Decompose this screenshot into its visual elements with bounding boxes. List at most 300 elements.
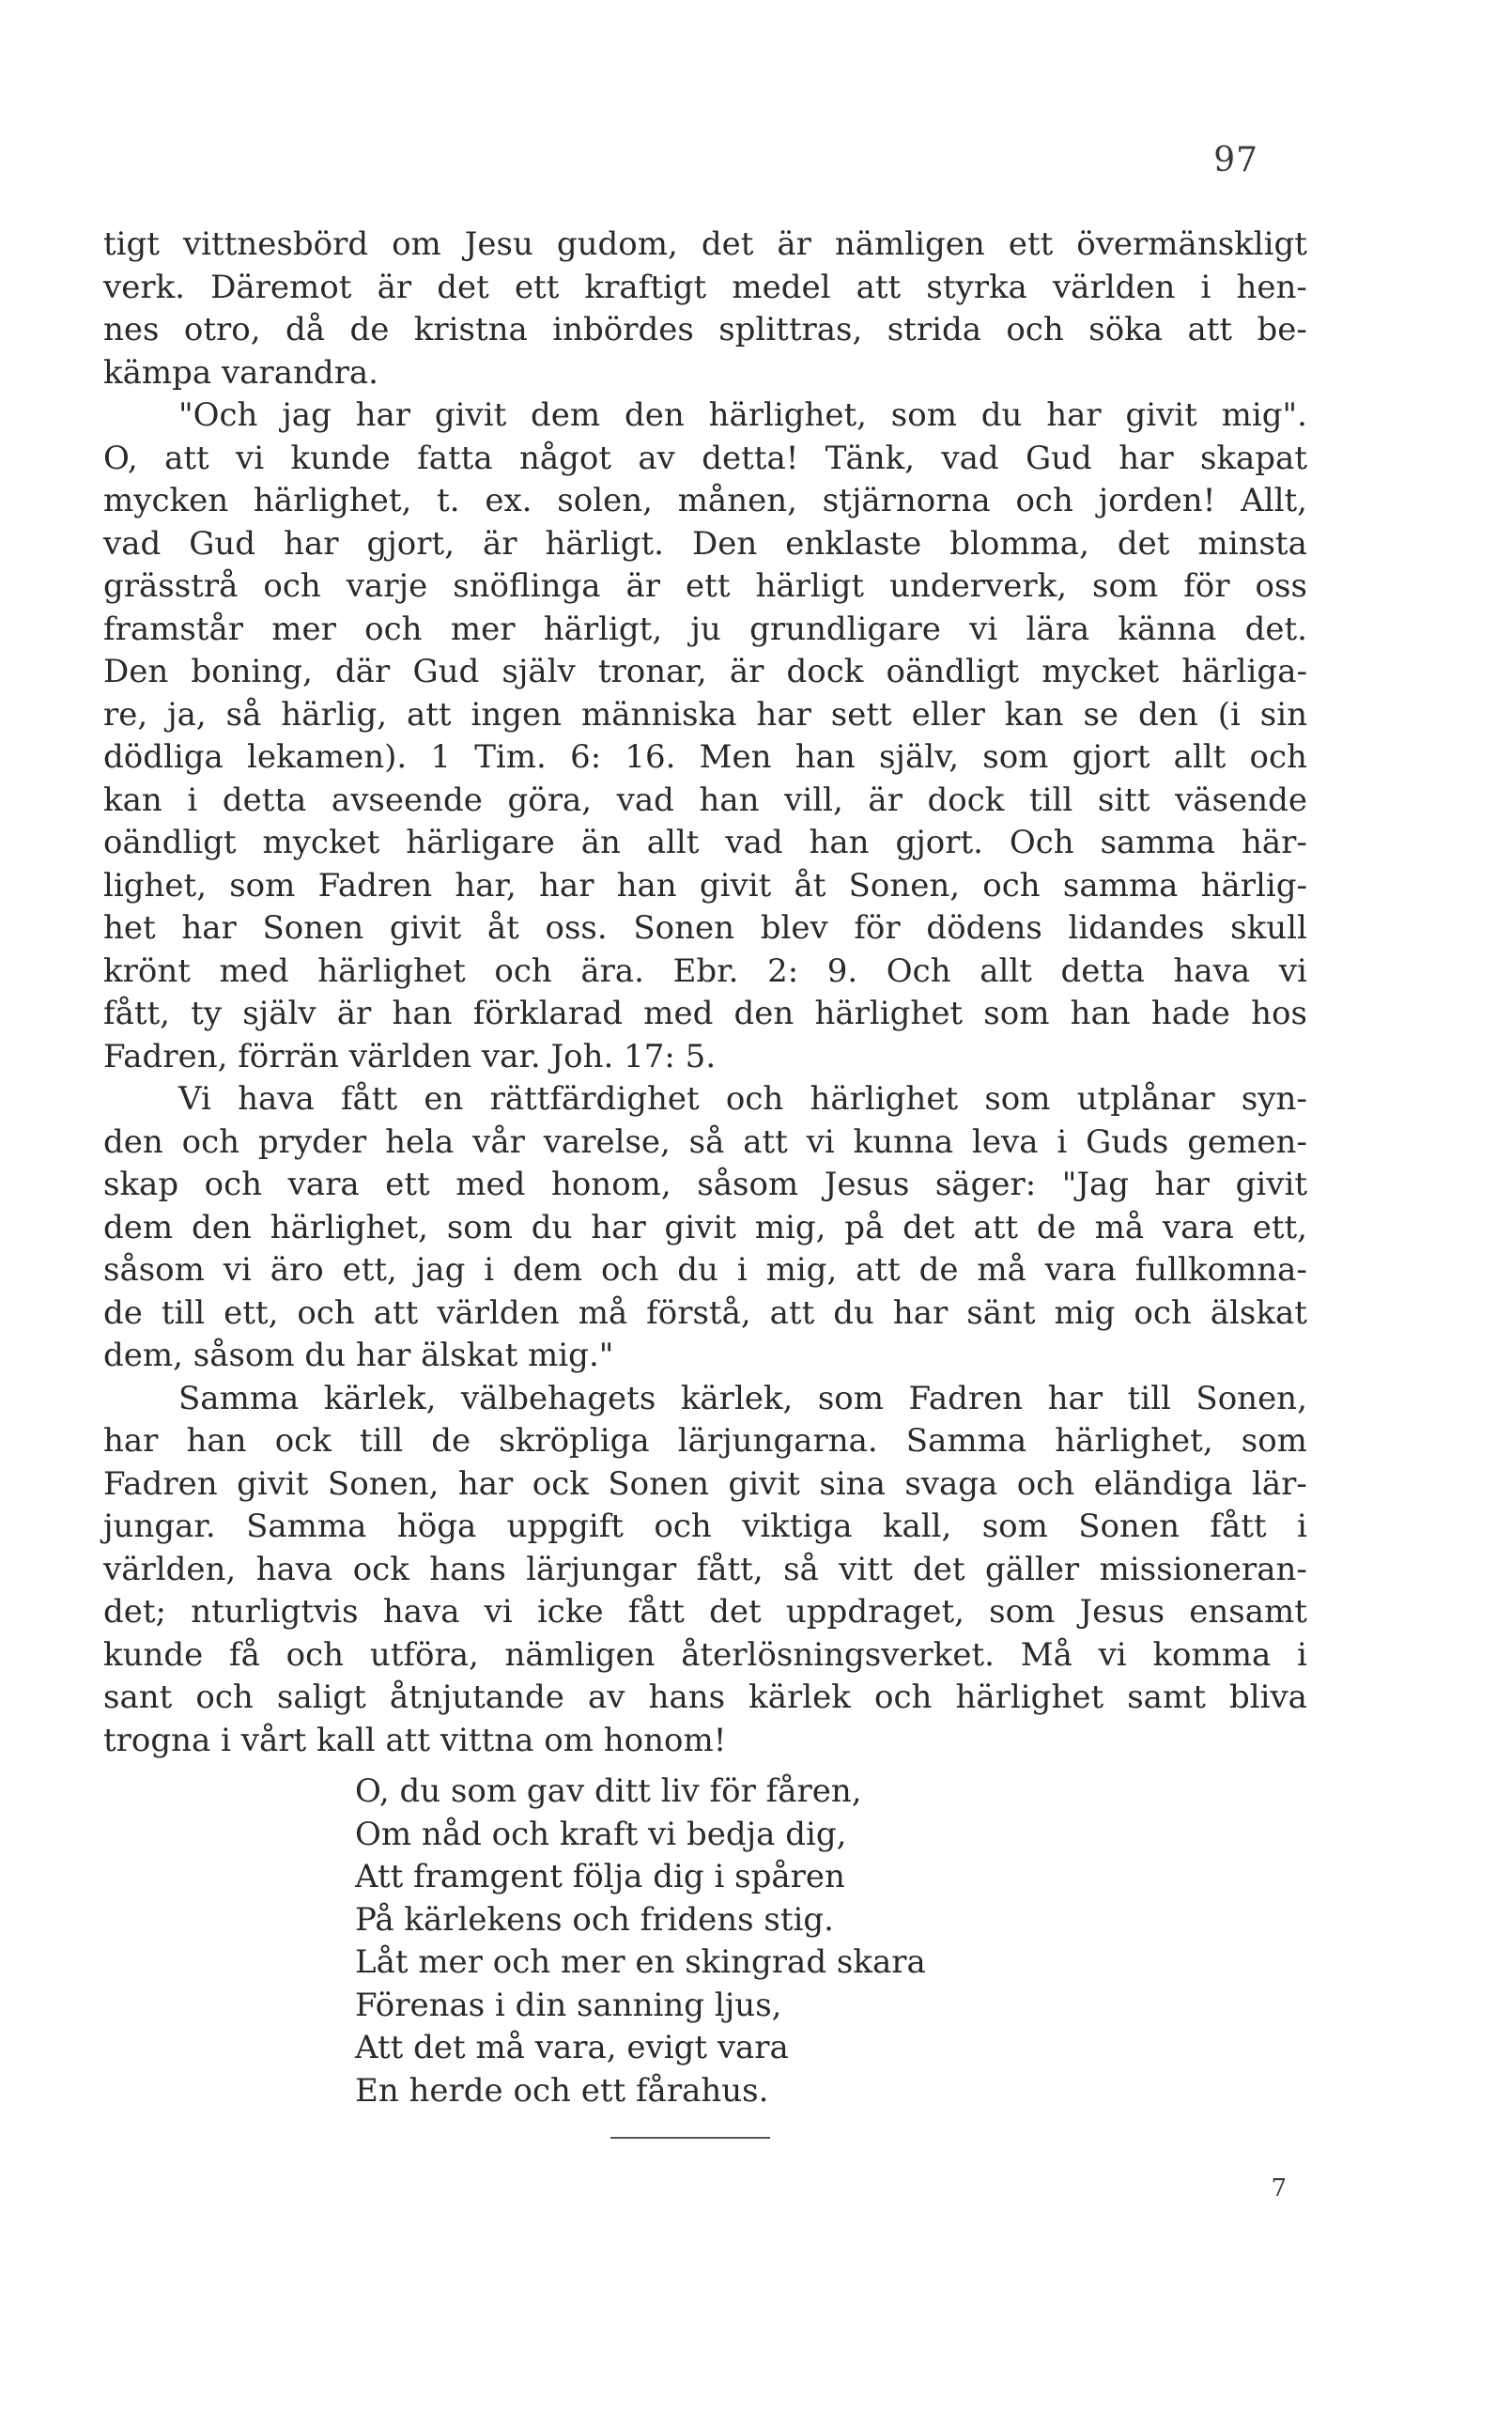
- word: må: [578, 1293, 628, 1332]
- word: till: [161, 1293, 206, 1332]
- word: samt: [1127, 1678, 1206, 1716]
- word: hen-: [1236, 268, 1307, 306]
- word: de: [103, 1293, 143, 1332]
- word: avseende: [331, 781, 483, 819]
- word: mig,: [765, 1251, 838, 1289]
- word: de: [349, 311, 390, 348]
- word: samma: [1062, 866, 1179, 905]
- word: i: [1296, 1508, 1307, 1545]
- word: har: [591, 1208, 646, 1246]
- text-line: [103, 993, 1307, 1036]
- text-line: [103, 1207, 1307, 1250]
- word: och: [1006, 311, 1064, 348]
- word: vi: [969, 610, 998, 648]
- word: då: [285, 311, 326, 348]
- word: och: [1015, 482, 1073, 519]
- word: i: [484, 1251, 495, 1289]
- word: vi: [806, 1122, 835, 1161]
- word: Fadren: [317, 866, 433, 905]
- word: se: [1083, 695, 1119, 734]
- word: härlighet,: [1055, 1422, 1213, 1460]
- word: ett: [686, 567, 731, 605]
- word: ty: [191, 995, 223, 1032]
- word: de: [431, 1422, 471, 1460]
- word: fått,: [696, 1550, 764, 1588]
- word: Sonen,: [327, 1464, 440, 1503]
- word: oss: [1255, 567, 1307, 605]
- word: Fadren: [908, 1379, 1024, 1417]
- word: månen,: [677, 482, 797, 519]
- word: äro: [270, 1251, 324, 1289]
- word: skapat: [1199, 439, 1307, 477]
- word: ett,: [1252, 1208, 1307, 1246]
- word: "Och: [178, 396, 258, 434]
- word: vad: [103, 524, 162, 563]
- word: du: [980, 396, 1023, 434]
- word: härligt.: [545, 524, 664, 563]
- word: härligare: [406, 824, 555, 861]
- text-line: [103, 1591, 1307, 1634]
- word: kunde: [103, 1635, 204, 1674]
- word: har: [756, 695, 811, 734]
- word: Sonen,: [1196, 1379, 1307, 1417]
- word: vill,: [784, 781, 843, 819]
- word: göra,: [507, 781, 593, 819]
- word: fullkomna-: [1134, 1251, 1307, 1289]
- word: härligt: [755, 567, 865, 605]
- word: Samma: [905, 1422, 1027, 1460]
- word: en: [424, 1080, 464, 1118]
- word: Och: [886, 951, 951, 990]
- word: 16.: [625, 738, 676, 776]
- word: honom,: [550, 1166, 671, 1203]
- word: vi: [484, 1593, 513, 1631]
- word: Jesus: [824, 1166, 910, 1203]
- word: skap: [103, 1166, 179, 1203]
- word: har: [355, 396, 411, 434]
- word: oss.: [545, 909, 608, 947]
- word: allt: [1173, 738, 1227, 776]
- word: Tänk,: [825, 439, 916, 477]
- word: har: [1047, 1379, 1103, 1417]
- word: med: [455, 1166, 526, 1203]
- word: vår: [472, 1122, 525, 1161]
- word: att: [164, 439, 209, 477]
- word: det.: [1244, 610, 1307, 648]
- word: är: [625, 567, 661, 605]
- word: missioneran-: [1099, 1550, 1307, 1588]
- word: i: [1200, 268, 1211, 306]
- word: härlighet: [814, 995, 964, 1032]
- word: är: [777, 225, 811, 263]
- word: komma: [1152, 1635, 1272, 1674]
- word: han: [1070, 995, 1131, 1032]
- word: och: [874, 1678, 933, 1716]
- word: har: [892, 1293, 949, 1332]
- word: jag: [415, 1251, 466, 1289]
- word: ett: [1008, 225, 1054, 263]
- section-divider: [610, 2137, 770, 2139]
- word: på: [844, 1208, 885, 1246]
- word: härlighet,: [253, 482, 412, 519]
- word: detta: [1060, 951, 1145, 990]
- word: gäller: [985, 1550, 1080, 1588]
- word: dock: [786, 653, 864, 690]
- word: härlighet: [955, 1678, 1104, 1716]
- word: har: [1119, 439, 1174, 477]
- word: förstå,: [646, 1293, 751, 1332]
- word: dock: [927, 781, 1005, 819]
- word: är: [483, 524, 517, 563]
- word: underverk,: [889, 567, 1068, 605]
- word: återlösningsverket.: [681, 1635, 995, 1674]
- word: lidandes: [1068, 909, 1205, 947]
- word: sitt: [1097, 781, 1150, 819]
- word: höga: [396, 1508, 477, 1545]
- word: blev: [760, 909, 828, 947]
- word: till: [359, 1422, 404, 1460]
- word: medel: [732, 268, 831, 306]
- word: av: [638, 439, 675, 477]
- word: lär-: [1252, 1464, 1307, 1503]
- word: nämligen: [504, 1635, 656, 1674]
- word: må: [1094, 1208, 1145, 1246]
- word: 9.: [826, 951, 858, 990]
- word: grässtrå: [103, 567, 239, 605]
- word: själv: [242, 995, 316, 1032]
- text-line: [103, 1420, 1307, 1463]
- word: har: [539, 866, 594, 905]
- text-line: [103, 438, 1307, 481]
- word: mer: [271, 610, 336, 648]
- word: du: [531, 1208, 573, 1246]
- word: ja,: [167, 695, 207, 734]
- word: ock: [532, 1464, 589, 1503]
- text-line: [103, 309, 1307, 352]
- word: och: [982, 866, 1041, 905]
- word: vi: [236, 439, 265, 477]
- word: det: [701, 225, 754, 263]
- word: om: [392, 225, 441, 263]
- word: framstår: [103, 610, 243, 648]
- word: be-: [1257, 311, 1307, 348]
- word: styrka: [926, 268, 1027, 306]
- word: givit: [1125, 396, 1197, 434]
- word: Jesu: [464, 225, 533, 263]
- word: själv,: [878, 738, 960, 776]
- word: ex.: [485, 482, 532, 519]
- word: 2:: [767, 951, 799, 990]
- word: något: [518, 439, 612, 477]
- word: härligt,: [543, 610, 663, 648]
- word: världen: [437, 1293, 560, 1332]
- word: hans: [648, 1678, 726, 1716]
- word: vara: [1044, 1251, 1117, 1289]
- word: splittras,: [718, 311, 863, 348]
- word: och: [285, 1635, 345, 1674]
- text-line: [103, 523, 1307, 566]
- word: vad: [616, 781, 674, 819]
- word: med: [219, 951, 289, 990]
- poem: [355, 1771, 926, 2112]
- word: dem: [531, 396, 601, 434]
- word: för: [854, 909, 901, 947]
- word: gemen-: [1187, 1122, 1307, 1161]
- text-line: [103, 1078, 1307, 1121]
- word: varelse,: [543, 1122, 671, 1161]
- word: härlighet,: [270, 1208, 428, 1246]
- word: blomma,: [949, 524, 1089, 563]
- word: har: [284, 524, 339, 563]
- word: han: [616, 866, 677, 905]
- word: som: [989, 1593, 1056, 1631]
- word: fått: [340, 1080, 398, 1118]
- word: känna: [1118, 610, 1217, 648]
- word: skull: [1230, 909, 1307, 947]
- word: och: [195, 1678, 254, 1716]
- word: uppdraget,: [785, 1593, 964, 1631]
- word: i: [1057, 1122, 1068, 1161]
- word: ett,: [224, 1293, 279, 1332]
- word: har: [457, 1464, 514, 1503]
- text-line: [103, 907, 1307, 951]
- word: kärlek,: [680, 1379, 794, 1417]
- word: förklarad: [472, 995, 624, 1032]
- text-line: Fadren, förrän världen var. Joh. 17: 5.: [103, 1037, 717, 1075]
- word: 6:: [570, 738, 602, 776]
- word: åt: [794, 866, 826, 905]
- word: för: [1183, 567, 1230, 605]
- word: ett,: [342, 1251, 397, 1289]
- word: vittnesbörd: [182, 225, 369, 263]
- word: detta!: [702, 439, 799, 477]
- word: Vi: [178, 1080, 211, 1118]
- text-line: [103, 1677, 1307, 1720]
- word: sina: [819, 1464, 886, 1503]
- word: den: [191, 1208, 252, 1246]
- word: att: [373, 1293, 419, 1332]
- word: säger:: [934, 1166, 1037, 1203]
- word: skröpliga: [499, 1422, 650, 1460]
- word: lärjungarna.: [677, 1422, 878, 1460]
- text-line: kämpa varandra.: [103, 353, 378, 392]
- paragraph: [103, 224, 1307, 394]
- word: mig".: [1221, 396, 1307, 434]
- word: strida: [887, 311, 981, 348]
- word: du: [677, 1251, 718, 1289]
- word: lära: [1026, 610, 1090, 648]
- word: är: [336, 995, 372, 1032]
- word: Samma: [246, 1508, 367, 1545]
- word: han: [795, 738, 856, 776]
- word: "Jag: [1061, 1166, 1130, 1203]
- word: dem: [512, 1251, 583, 1289]
- word: stjärnorna: [822, 482, 991, 519]
- word: väsende: [1175, 781, 1307, 819]
- word: dödens: [926, 909, 1042, 947]
- word: snöflinga: [453, 567, 601, 605]
- word: vad: [725, 824, 783, 861]
- word: Den: [691, 524, 758, 563]
- word: såsom: [697, 1166, 799, 1203]
- word: är: [377, 268, 412, 306]
- word: ju: [690, 610, 721, 648]
- word: vi: [223, 1251, 252, 1289]
- word: att: [973, 1208, 1019, 1246]
- word: sin: [1259, 695, 1307, 734]
- body-text: [103, 224, 1307, 1762]
- word: Och: [1009, 824, 1074, 861]
- word: ensamt: [1189, 1593, 1307, 1631]
- word: sant: [103, 1678, 173, 1716]
- word: kan: [103, 781, 162, 819]
- word: eller: [911, 695, 985, 734]
- poem-line: En herde och ett fårahus.: [355, 2071, 769, 2110]
- word: vara: [1162, 1208, 1234, 1246]
- word: till: [1127, 1379, 1171, 1417]
- word: kraftigt: [584, 268, 707, 306]
- word: den: [624, 396, 685, 434]
- word: och: [600, 1251, 659, 1289]
- word: av: [587, 1678, 625, 1716]
- word: mer: [450, 610, 516, 648]
- word: har,: [455, 866, 517, 905]
- word: han: [699, 781, 760, 819]
- word: Däremot: [210, 268, 352, 306]
- word: jorden!: [1098, 482, 1216, 519]
- word: i: [1297, 1635, 1307, 1674]
- word: här-: [1241, 824, 1307, 861]
- poem-line: Att framgent följa dig i spåren: [355, 1858, 845, 1895]
- word: och: [1016, 1464, 1075, 1503]
- word: med: [643, 995, 714, 1032]
- word: enklaste: [785, 524, 922, 563]
- word: utplånar: [1076, 1080, 1215, 1118]
- word: som: [817, 1379, 885, 1417]
- word: Sonen: [608, 1464, 710, 1503]
- word: Sonen: [1078, 1508, 1180, 1545]
- word: tigt: [103, 225, 160, 263]
- text-line: [103, 865, 1307, 908]
- word: som: [981, 1508, 1048, 1545]
- word: viktiga: [742, 1508, 853, 1545]
- word: hava: [255, 1550, 333, 1588]
- word: Må: [1020, 1635, 1072, 1674]
- word: Ebr.: [672, 951, 739, 990]
- word: vi: [1278, 951, 1307, 990]
- word: re,: [103, 695, 148, 734]
- word: att: [743, 1122, 788, 1161]
- word: har: [181, 909, 237, 947]
- word: det: [913, 1550, 965, 1588]
- word: givit: [434, 396, 507, 434]
- word: gudom,: [556, 225, 678, 263]
- word: kunna: [853, 1122, 954, 1161]
- text-line: [103, 267, 1307, 310]
- word: 1: [430, 738, 452, 776]
- text-line: [103, 1463, 1307, 1507]
- word: de: [918, 1251, 959, 1289]
- text-line: [103, 1292, 1307, 1336]
- paragraph: [103, 1378, 1307, 1763]
- word: utföra,: [369, 1635, 479, 1674]
- word: världen: [1052, 268, 1176, 306]
- text-line: [103, 1249, 1307, 1292]
- word: ingen: [471, 695, 563, 734]
- word: ett: [385, 1166, 430, 1203]
- word: mycket: [262, 824, 380, 861]
- word: övermänskligt: [1076, 225, 1307, 263]
- word: nämligen: [834, 225, 985, 263]
- word: världen,: [103, 1550, 237, 1588]
- word: söka: [1088, 311, 1164, 348]
- word: må: [977, 1251, 1026, 1289]
- word: solen,: [557, 482, 653, 519]
- word: att: [406, 695, 452, 734]
- poem-line: Förenas i din sanning ljus,: [355, 1986, 782, 2024]
- paragraph: [103, 394, 1307, 1078]
- text-line: trogna i vårt kall att vittna om honom!: [103, 1721, 727, 1759]
- poem-line: Om nåd och kraft vi bedja dig,: [355, 1815, 847, 1853]
- word: saligt: [276, 1678, 366, 1716]
- word: och: [204, 1166, 263, 1203]
- text-line: [103, 1549, 1307, 1592]
- word: det: [903, 1208, 955, 1246]
- word: leva: [972, 1122, 1039, 1161]
- word: givit: [664, 1208, 736, 1246]
- word: Gud: [1026, 439, 1092, 477]
- word: de: [1036, 1208, 1076, 1246]
- word: är: [868, 781, 903, 819]
- word: så: [688, 1122, 725, 1161]
- text-line: [103, 951, 1307, 994]
- word: det: [709, 1593, 762, 1631]
- word: kall,: [882, 1508, 952, 1545]
- word: och: [654, 1508, 712, 1545]
- word: till: [1029, 781, 1073, 819]
- word: minsta: [1197, 524, 1307, 563]
- word: mig,: [754, 1208, 826, 1246]
- word: fått: [1210, 1508, 1267, 1545]
- word: ock: [352, 1550, 409, 1588]
- word: kristna: [413, 311, 528, 348]
- word: hava: [1173, 951, 1251, 990]
- word: att: [769, 1293, 815, 1332]
- word: vad: [941, 439, 999, 477]
- word: Sonen: [262, 909, 364, 947]
- word: själv: [501, 653, 576, 690]
- word: så: [225, 695, 262, 734]
- word: han: [809, 824, 870, 861]
- word: dem: [103, 1208, 174, 1246]
- word: vitt: [839, 1550, 893, 1588]
- word: eländiga: [1093, 1464, 1233, 1503]
- word: att: [856, 268, 902, 306]
- word: oändligt: [886, 653, 1020, 690]
- word: Gud: [412, 653, 480, 690]
- word: och: [263, 567, 321, 605]
- word: givit: [699, 866, 772, 905]
- word: som: [1092, 567, 1159, 605]
- word: kan: [1004, 695, 1064, 734]
- word: fått: [627, 1593, 685, 1631]
- poem-line: På kärlekens och fridens stig.: [355, 1900, 834, 1939]
- word: i: [187, 781, 198, 819]
- text-line: [103, 565, 1307, 609]
- word: åt: [486, 909, 519, 947]
- word: Sonen: [633, 909, 735, 947]
- word: det: [437, 268, 489, 306]
